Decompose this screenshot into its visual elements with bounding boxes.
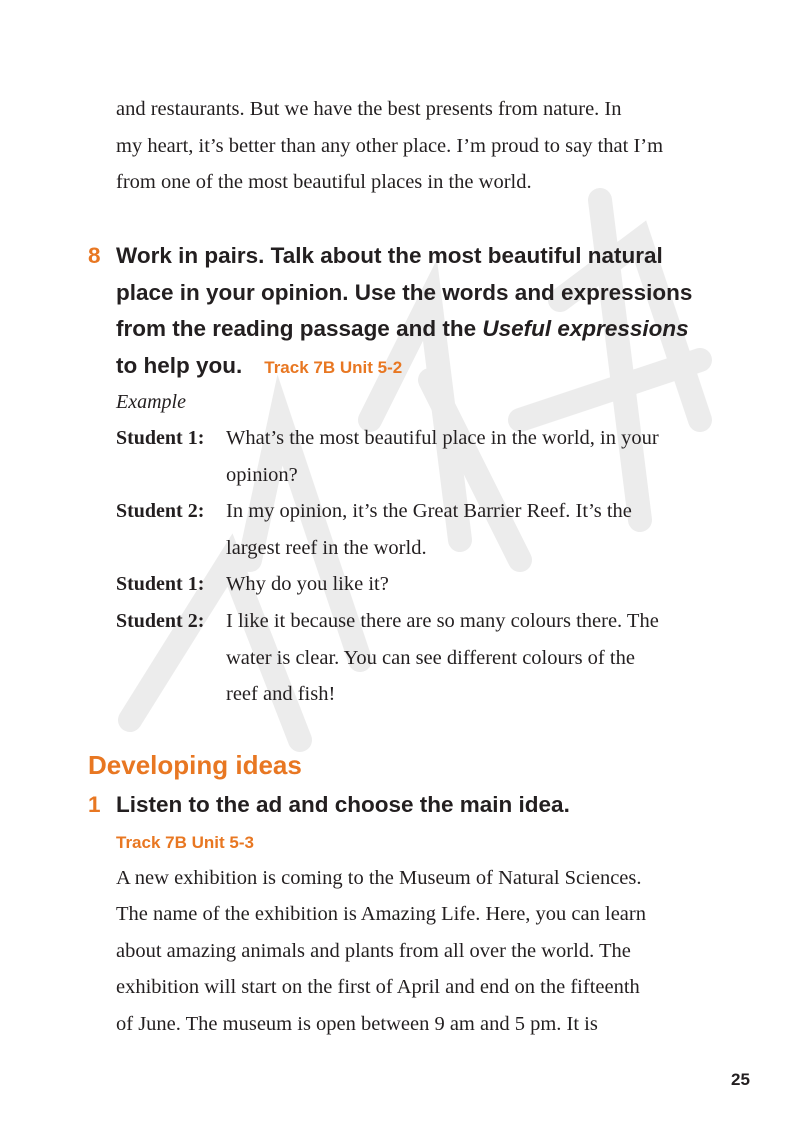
track-label: Track 7B Unit 5-2 <box>264 358 403 377</box>
track-label: Track 7B Unit 5-3 <box>116 833 254 852</box>
passage-line: about amazing animals and plants from all over the world. The <box>116 940 631 962</box>
q8-instruction-line-4 <box>116 352 402 382</box>
speaker-label: Student 2: <box>116 500 205 522</box>
dialogue-line: reef and fish! <box>226 683 336 705</box>
q8-instruction-line-2: place in your opinion. Use the words and expressions <box>116 280 693 305</box>
question-number: 1 <box>88 792 101 817</box>
example-label: Example <box>116 391 186 413</box>
passage-line: exhibition will start on the first of April and end on the fifteenth <box>116 976 640 998</box>
intro-line-2: my heart, it’s better than any other place. I’m proud to say that I’m <box>116 135 664 157</box>
q1-instruction: Listen to the ad and choose the main idea. <box>116 792 570 817</box>
q8-instruction-line-4-text: to help you. <box>116 353 243 378</box>
passage-line: of June. The museum is open between 9 am and 5 pm. It is <box>116 1013 598 1035</box>
dialogue-line: Why do you like it? <box>226 573 389 595</box>
q8-instruction-line-3 <box>116 315 689 343</box>
q8-instruction-line-3-text: from the reading passage and the <box>116 316 483 341</box>
passage-line: A new exhibition is coming to the Museum of Natural Sciences. <box>116 867 642 889</box>
dialogue-line: opinion? <box>226 464 298 486</box>
speaker-label: Student 1: <box>116 573 205 595</box>
intro-line-3: from one of the most beautiful places in the world. <box>116 171 532 193</box>
dialogue-line: In my opinion, it’s the Great Barrier Reef. It’s the <box>226 500 632 522</box>
section-heading: Developing ideas <box>88 750 302 780</box>
passage-line: The name of the exhibition is Amazing Life. Here, you can learn <box>116 903 646 925</box>
dialogue-line: largest reef in the world. <box>226 537 427 559</box>
dialogue-line: I like it because there are so many colours there. The <box>226 610 659 632</box>
intro-line-1: and restaurants. But we have the best presents from nature. In <box>116 98 622 120</box>
question-number: 8 <box>88 243 101 268</box>
speaker-label: Student 2: <box>116 610 205 632</box>
dialogue-line: water is clear. You can see different colours of the <box>226 647 635 669</box>
speaker-label: Student 1: <box>116 427 205 449</box>
useful-expressions-text: Useful expressions <box>482 316 689 341</box>
page-number: 25 <box>731 1070 750 1089</box>
q8-instruction-line-1: Work in pairs. Talk about the most beautiful natural <box>116 243 663 268</box>
dialogue-line: What’s the most beautiful place in the world, in your <box>226 427 659 449</box>
